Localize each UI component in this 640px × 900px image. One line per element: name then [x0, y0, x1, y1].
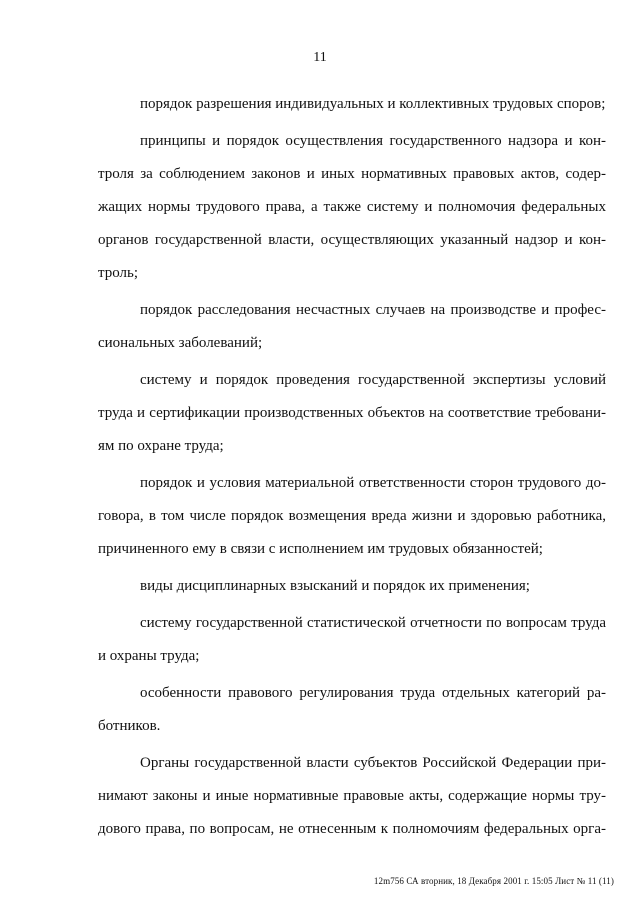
paragraph	[98, 125, 606, 290]
text-line: дового права, по вопросам, не отнесенным к полномочиям федеральных орга-	[98, 821, 606, 837]
paragraph	[98, 747, 606, 846]
document-body	[98, 88, 606, 850]
paragraph	[98, 88, 606, 121]
text-line: причиненного ему в связи с исполнением им трудовых обязанностей;	[98, 541, 543, 557]
text-line: принципы и порядок осуществления государственного надзора и кон-	[140, 133, 606, 149]
paragraph	[98, 607, 606, 673]
page-footer: 12m756 СА вторник, 18 Декабря 2001 г. 15:05 Лист № 11 (11)	[373, 876, 614, 886]
text-line: троль;	[98, 265, 139, 281]
text-line: порядок и условия материальной ответственности сторон трудового до-	[140, 475, 606, 491]
page-number: 11	[313, 50, 327, 65]
text-line: жащих нормы трудового права, а также систему и полномочия федеральных	[98, 199, 606, 215]
paragraph	[98, 467, 606, 566]
text-line: систему и порядок проведения государственной экспертизы условий	[140, 372, 606, 388]
paragraph	[98, 570, 606, 603]
text-line: ям по охране труда;	[98, 438, 224, 454]
text-line: и охраны труда;	[98, 648, 200, 664]
text-line: органов государственной власти, осуществляющих указанный надзор и кон-	[98, 232, 606, 248]
paragraph	[98, 294, 606, 360]
text-line: порядок разрешения индивидуальных и коллективных трудовых споров;	[140, 96, 606, 112]
text-line: порядок расследования несчастных случаев на производстве и профес-	[140, 302, 606, 318]
paragraph	[98, 364, 606, 463]
text-line: Органы государственной власти субъектов Российской Федерации при-	[140, 755, 606, 771]
text-line: систему государственной статистической отчетности по вопросам труда	[140, 615, 606, 631]
paragraph	[98, 677, 606, 743]
text-line: особенности правового регулирования труда отдельных категорий ра-	[140, 685, 606, 701]
text-line: труда и сертификации производственных объектов на соответствие требовани-	[98, 405, 606, 421]
text-line: троля за соблюдением законов и иных нормативных правовых актов, содер-	[98, 166, 606, 182]
text-line: ботников.	[98, 718, 161, 734]
text-line: говора, в том числе порядок возмещения вреда жизни и здоровью работника,	[98, 508, 606, 524]
text-line: виды дисциплинарных взысканий и порядок их применения;	[140, 578, 530, 594]
text-line: сиональных заболеваний;	[98, 335, 263, 351]
text-line: нимают законы и иные нормативные правовые акты, содержащие нормы тру-	[98, 788, 606, 804]
